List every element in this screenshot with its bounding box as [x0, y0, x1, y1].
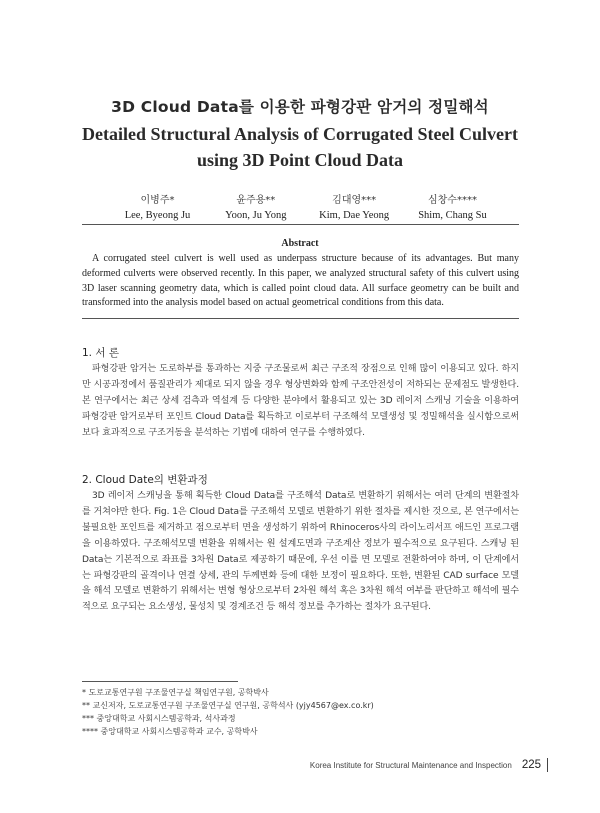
author-name-korean: 김대영***: [332, 195, 377, 206]
title-english-line-2: using 3D Point Cloud Data: [196, 150, 404, 170]
section-2-heading: 2. Cloud Date의 변환과정: [82, 474, 208, 486]
footnotes: [82, 686, 374, 738]
author-2: [208, 191, 303, 221]
author-list: [110, 191, 500, 221]
header-divider: [82, 224, 519, 225]
author-3: [307, 191, 402, 221]
author-1: [110, 191, 205, 221]
title-english-line-1: Detailed Structural Analysis of Corrugated Steel Culvert: [82, 124, 518, 144]
author-name-korean: 윤주용**: [236, 195, 276, 206]
footnote-1: * 도로교통연구원 구조물연구실 책임연구원, 공학박사: [82, 688, 269, 697]
section-1-text: 파형강판 암거는 도로하부를 통과하는 지중 구조물로써 최근 구조적 장점으로 인해 많이 이용되고 있다. 하지만 시공과정에서 품질관리가 제대로 되지 않을 경우 형상변화와 함께 구조안전성이 저하되는 문제점도 발생한다. 본 연구에서는 최근 상세 검측과 역설계 등 다양한 분야에서 활용되고 있는 3D 레이저 스캐닝 기술을 이용하여 파형강판 암거로부터 포인트 Cloud Data를 획득하고 이로부터 구조해석 모델생성 및 정밀해석을 실시함으로써 보다 효과적으로 구조거동을 분석하는 기법에 대하여 연구를 수행하였다.: [82, 364, 519, 438]
abstract-divider: [82, 318, 519, 319]
footnote-3: *** 중앙대학교 사회시스템공학과, 석사과정: [82, 714, 236, 723]
author-name-english: Shim, Chang Su: [418, 210, 487, 221]
footer-institution: Korea Institute for Structural Maintenance and Inspection: [309, 760, 512, 770]
title-korean: 3D Cloud Data를 이용한 파형강판 암거의 정밀해석: [111, 98, 489, 116]
page-footer: [310, 758, 548, 772]
author-name-korean: 이병주*: [140, 195, 175, 206]
section-2-text: 3D 레이저 스캐닝을 통해 획득한 Cloud Data를 구조해석 Data로 변환하기 위해서는 여러 단계의 변환절차를 거쳐야만 한다. Fig. 1은 Cloud Data를 구조해석 모델로 변환하기 위한 절차를 제시한 것으로, 본 연구에서는 불필요한 포인트를 제거하고 점으로부터 면을 생성하기 위하여 Rhinoceros사의 라이노리서프 애드인 프로그램을 이용하였다. 구조해석모델 변환을 위해서는 원 설계도면과 구조계산 정보가 필수적으로 요구된다. 스캐닝 된 Data는 기본적으로 좌표를 3차원 Data로 제공하기 때문에, 우선 이를 면 모델로 전환하여야 하며, 이 단계에서는 파형강판의 골격이나 연결 상세, 관의 두께변화 등에 대한 보정이 필요하다. 또한, 변환된 CAD surface 모델을 해석 모델로 변환하기 위해서는 변형 형상으로부터 2차원 해석 혹은 3차원 해석 여부를 판단하고 해석에 필수적으로 요구되는 요소생성, 물성치 및 경계조건 등 해석 정보를 추가하는 절차가 요구된다.: [82, 491, 519, 613]
author-name-english: Lee, Byeong Ju: [124, 210, 191, 221]
footnote-4: **** 중앙대학교 사회시스템공학과 교수, 공학박사: [82, 727, 258, 736]
author-name-english: Kim, Dae Yeong: [319, 210, 390, 221]
page-number: 225: [522, 758, 548, 772]
footnote-2: ** 교신저자, 도로교통연구원 구조물연구실 연구원, 공학석사 (yjy4567@ex.co.kr): [82, 701, 374, 710]
author-name-korean: 심창수****: [427, 195, 477, 206]
section-1-heading: 1. 서 론: [82, 347, 119, 359]
author-name-english: Yoon, Ju Yong: [225, 210, 287, 221]
author-4: [405, 191, 500, 221]
abstract-heading: Abstract: [281, 238, 319, 249]
footnote-rule: [82, 681, 238, 682]
abstract-text: A corrugated steel culvert is well used as underpass structure because of its advantages. But many deformed culverts were observed recently. In this paper, we analyzed structural safety of this culvert using 3D laser scanning geometry data, which is called point cloud data. All surface geometry can be built and transformed into the analysis model based on actual geometrical conditions from this data.: [82, 253, 519, 309]
